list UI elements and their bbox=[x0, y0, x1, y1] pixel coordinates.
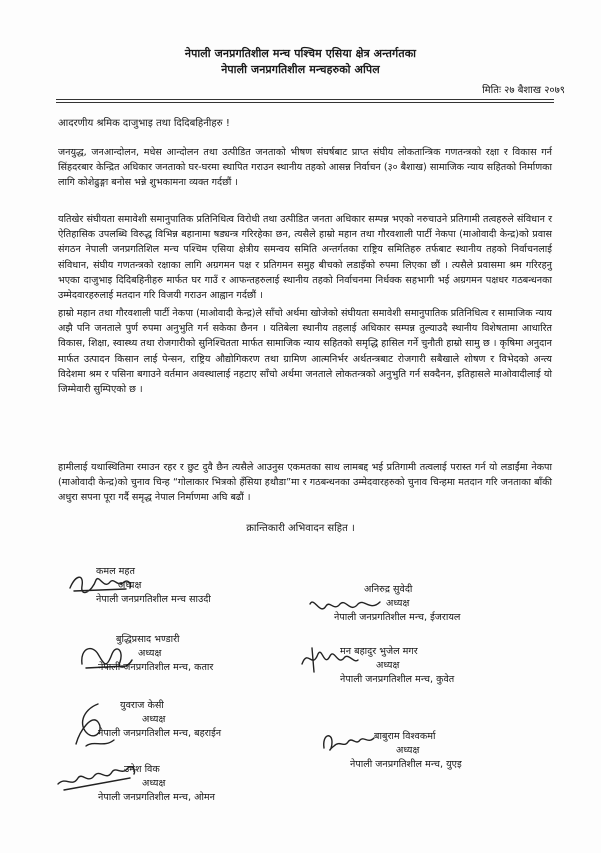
signatory-org: नेपाली जनप्रगतिशील मन्च, युएइ bbox=[350, 759, 462, 770]
signatory-org: नेपाली जनप्रगतिशील मन्च, कतार bbox=[98, 662, 214, 673]
signatory-role: अध्यक्ष bbox=[118, 580, 142, 591]
signatory-role: अध्यक्ष bbox=[138, 648, 162, 659]
paragraph-1: जनयुद्ध, जनआन्दोलन, मधेस आन्दोलन तथा उत्पीडित जनताको भीषण संघर्षबाट प्राप्त संघीय लोकतान्त्रिक गणतन्त्रको रक्षा र विकास गर्न सिंहदरबार केन्द्रित अधिकार जनताको घर-घरमा स्थापित गराउन स्थानीय तहको आसन्न निर्वाचन (३० बैशाख) सामाजिक न्याय सहितको निर्माणका लागि कोशेढुङ्गा बनोस भन्ने शुभकामना व्यक्त गर्दछौं । bbox=[58, 147, 552, 189]
document-title-line2: नेपाली जनप्रगतिशील मन्चहरुको अपिल bbox=[221, 63, 380, 76]
document-date: मितिः २७ बैशाख २०७९ bbox=[482, 85, 565, 96]
signatory-org: नेपाली जनप्रगतिशील मन्च साउदी bbox=[96, 594, 211, 605]
signatory-name: उमेश विक bbox=[124, 764, 160, 775]
signatory-role: अध्यक्ष bbox=[376, 660, 400, 671]
signatory-israel bbox=[334, 583, 460, 625]
header-divider bbox=[56, 99, 554, 100]
signatory-oman bbox=[98, 763, 215, 805]
signatory-bahrain bbox=[98, 699, 221, 741]
signatory-saudi bbox=[96, 565, 211, 607]
signatory-name: अनिरुद्र सुवेदी bbox=[364, 584, 413, 595]
signatory-qatar bbox=[98, 633, 213, 675]
paragraph-2: यतिखेर संघीयता समावेशी समानुपातिक प्रतिनिधित्व विरोधी तथा उत्पीडित जनता अधिकार सम्पन्न भएको नरुचाउने प्रतिगामी तत्वहरुले संविधान र ऐतिहासिक उपलब्धि विरुद्ध विभिन्न बहानामा षड्यन्त्र गरिरहेका छन, त्यसैले हाम्रो महान तथा गौरवशाली पार्टी नेकपा (माओवादी केन्द्र)को प्रवास संगठन नेपाली जनप्रगतिशिल मन्च पश्चिम एसिया क्षेत्रीय समन्वय समिति अन्तर्गतका राष्ट्रिय समितिहरु तर्फबाट स्थानीय तहको निर्वाचनलाई संविधान, संघीय गणतन्त्रको रक्षाका लागि अग्रगमन पक्ष र प्रतिगमन समुह बीचको लडाइँको रुपमा लिएका छौं । त्यसैले प्रवासमा श्रम गरिरहनु भएका दाजुभाइ दिदिबहिनीहरु मार्फत घर गाउँ र आफन्तहरुलाई स्थानीय तहको निर्वाचनमा निर्धक्क सहभागी भई अग्रगमन पक्षधर गठबन्धनका उम्मेदवारहरुलाई मतदान गरि विजयी गराउन आह्वान गर्दछौं । bbox=[58, 214, 552, 302]
signatory-name: कमल महत bbox=[96, 566, 135, 577]
signatory-org: नेपाली जनप्रगतिशील मन्च, कुवेत bbox=[340, 674, 455, 685]
signatory-org: नेपाली जनप्रगतिशील मन्च, बहराईन bbox=[98, 728, 222, 739]
signatory-name: बुद्धिप्रसाद भण्डारी bbox=[116, 634, 180, 645]
signatory-name: मन बहादुर भुजेल मगर bbox=[340, 646, 418, 657]
greeting: आदरणीय श्रमिक दाजुभाइ तथा दिदिबहिनीहरु ! bbox=[58, 118, 230, 129]
document-title-line1: नेपाली जनप्रगतिशील मन्च पश्चिम एसिया क्षेत्र अन्तर्गतका bbox=[184, 47, 417, 60]
paragraph-4: हामीलाई यथास्थितिमा रमाउन रहर र छुट दुवै छैन त्यसैले आउनुस एकमतका साथ लामबद्द भई प्रतिगामी तत्वलाई परास्त गर्न यो लडाईंमा नेकपा (माओवादी केन्द्र)को चुनाव चिन्ह “गोलाकार भित्रको हँसिया हथौडा”मा र गठबन्धनका उम्मेदवारहरुको चुनाव चिन्हमा मतदान गरि जनताका बाँकी अधुरा सपना पूरा गर्दै समृद्ध नेपाल निर्माणमा अघि बढौं । bbox=[58, 462, 552, 504]
closing-salutation: क्रान्तिकारी अभिवादन सहित । bbox=[246, 523, 355, 534]
signatory-role: अध्यक्ष bbox=[142, 714, 166, 725]
signatory-name: बाबुराम विश्वकर्मा bbox=[374, 731, 436, 742]
header-divider-second bbox=[56, 102, 554, 103]
signatory-role: अध्यक्ष bbox=[386, 598, 410, 609]
signatory-org: नेपाली जनप्रगतिशील मन्च, ईजरायल bbox=[334, 612, 461, 623]
signatory-uae bbox=[350, 730, 462, 772]
signatory-role: अध्यक्ष bbox=[142, 778, 166, 789]
signatory-org: नेपाली जनप्रगतिशील मन्च, ओमन bbox=[98, 792, 215, 803]
signatory-role: अध्यक्ष bbox=[396, 745, 420, 756]
signatory-kuwait bbox=[340, 645, 454, 687]
signatory-name: युवराज केसी bbox=[120, 700, 164, 711]
paragraph-3: हाम्रो महान तथा गौरवशाली पार्टी नेकपा (माओवादी केन्द्र)ले साँचो अर्थमा खोजेको संघीयता समावेशी समानुपातिक प्रतिनिधित्व र सामाजिक न्याय अझै पनि जनताले पुर्ण रुपमा अनुभुति गर्न सकेका छैनन । यतिबेला स्थानीय तहलाई अधिकार सम्पन्न तुल्याउदै स्थानीय विशेषतामा आधारित विकास, शिक्षा, स्वास्थ्य तथा रोजगारीको सुनिश्चितता मार्फत सामाजिक न्याय सहितको समृद्धि हासिल गर्ने चुनौती हाम्रो सामु छ । कृषिमा अनुदान मार्फत उत्पादन किसान लाई पेन्सन, राष्ट्रिय औद्योगिकरण तथा ग्रामिण आत्मनिर्भर अर्थतन्त्रबाट रोजगारी सबैखाले शोषण र विभेदको अन्त्य विदेशमा श्रम र पसिना बगाउने वर्तमान अवस्थालाई नहटाए साँचो अर्थमा जनताले लोकतन्त्रको अनुभुति गर्न सक्दैनन, इतिहासले माओवादीलाई यो जिम्मेवारी सुम्पिएको छ । bbox=[58, 308, 552, 396]
